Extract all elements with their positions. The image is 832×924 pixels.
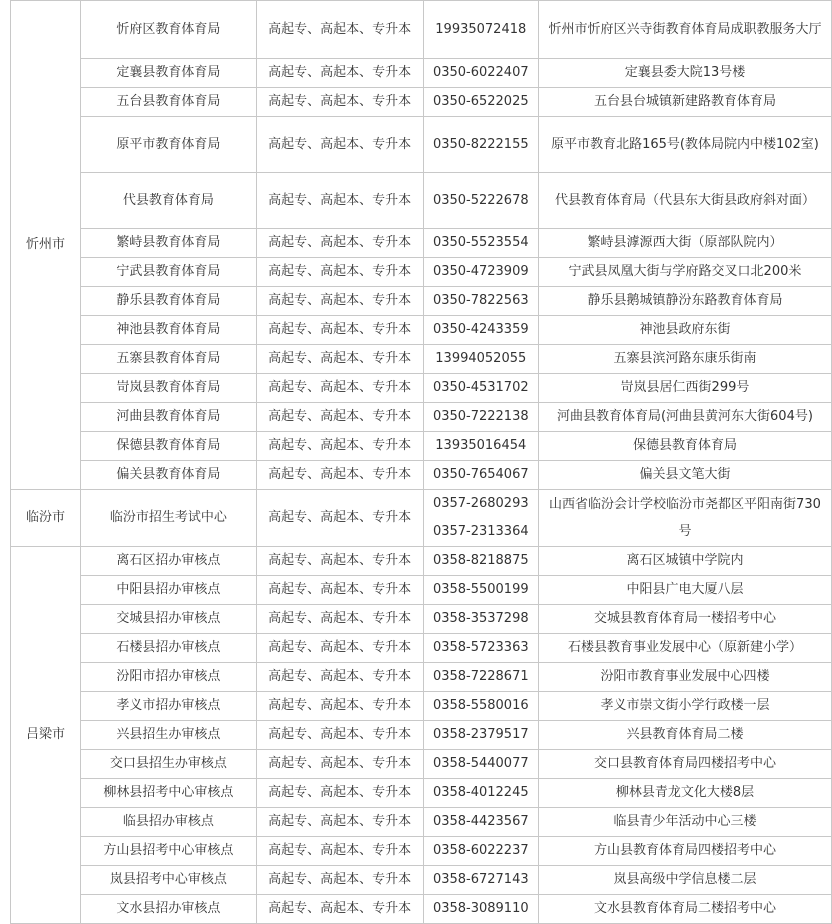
phone-cell: 0358-5580016 xyxy=(423,692,538,721)
phone-cell xyxy=(423,490,538,547)
office-name-cell: 中阳县招办审核点 xyxy=(81,576,257,605)
office-name-cell: 原平市教育体育局 xyxy=(81,117,257,173)
address-cell: 静乐县鹅城镇静汾东路教育体育局 xyxy=(538,287,831,316)
office-name-cell: 孝义市招办审核点 xyxy=(81,692,257,721)
table-row xyxy=(11,576,832,605)
office-name-cell: 神池县教育体育局 xyxy=(81,316,257,345)
level-cell: 高起专、高起本、专升本 xyxy=(256,229,423,258)
level-cell: 高起专、高起本、专升本 xyxy=(256,403,423,432)
address-cell: 山西省临汾会计学校临汾市尧都区平阳南街730号 xyxy=(538,490,831,547)
phone-cell: 0350-8222155 xyxy=(423,117,538,173)
address-cell: 河曲县教育体育局(河曲县黄河东大街604号) xyxy=(538,403,831,432)
address-cell: 五台县台城镇新建路教育体育局 xyxy=(538,88,831,117)
level-cell: 高起专、高起本、专升本 xyxy=(256,432,423,461)
office-name-cell: 临县招办审核点 xyxy=(81,808,257,837)
table-row xyxy=(11,403,832,432)
office-name-cell: 兴县招生办审核点 xyxy=(81,721,257,750)
table-row xyxy=(11,779,832,808)
phone-cell: 0358-3089110 xyxy=(423,895,538,924)
office-name-cell: 方山县招考中心审核点 xyxy=(81,837,257,866)
level-cell: 高起专、高起本、专升本 xyxy=(256,287,423,316)
phone-cell: 0350-7222138 xyxy=(423,403,538,432)
table-row xyxy=(11,173,832,229)
address-cell: 神池县政府东街 xyxy=(538,316,831,345)
office-name-cell: 交城县招办审核点 xyxy=(81,605,257,634)
table-row xyxy=(11,866,832,895)
phone-cell: 0350-6022407 xyxy=(423,59,538,88)
table-body xyxy=(11,1,832,924)
address-cell: 临县青少年活动中心三楼 xyxy=(538,808,831,837)
address-cell: 中阳县广电大厦八层 xyxy=(538,576,831,605)
table-row xyxy=(11,895,832,924)
table-row xyxy=(11,547,832,576)
table-row xyxy=(11,316,832,345)
table-row xyxy=(11,345,832,374)
address-cell: 保德县教育体育局 xyxy=(538,432,831,461)
phone-line: 0357-2313364 xyxy=(432,524,529,539)
level-cell: 高起专、高起本、专升本 xyxy=(256,258,423,287)
address-cell: 忻州市忻府区兴寺街教育体育局成职教服务大厅 xyxy=(538,1,831,59)
level-cell: 高起专、高起本、专升本 xyxy=(256,866,423,895)
table-row xyxy=(11,88,832,117)
address-cell: 兴县教育体育局二楼 xyxy=(538,721,831,750)
office-name-cell: 石楼县招办审核点 xyxy=(81,634,257,663)
phone-cell: 0358-4012245 xyxy=(423,779,538,808)
table-row xyxy=(11,663,832,692)
level-cell: 高起专、高起本、专升本 xyxy=(256,895,423,924)
city-cell: 临汾市 xyxy=(11,490,81,547)
address-cell: 方山县教育体育局四楼招考中心 xyxy=(538,837,831,866)
address-cell: 柳林县青龙文化大楼8层 xyxy=(538,779,831,808)
level-cell: 高起专、高起本、专升本 xyxy=(256,345,423,374)
exam-office-table xyxy=(10,0,832,924)
level-cell: 高起专、高起本、专升本 xyxy=(256,808,423,837)
phone-cell: 0350-7654067 xyxy=(423,461,538,490)
level-cell: 高起专、高起本、专升本 xyxy=(256,490,423,547)
phone-line: 0357-2680293 xyxy=(432,496,529,511)
level-cell: 高起专、高起本、专升本 xyxy=(256,547,423,576)
phone-cell: 0358-5440077 xyxy=(423,750,538,779)
phone-cell: 0358-2379517 xyxy=(423,721,538,750)
table-row xyxy=(11,258,832,287)
address-cell: 文水县教育体育局二楼招考中心 xyxy=(538,895,831,924)
level-cell: 高起专、高起本、专升本 xyxy=(256,316,423,345)
office-name-cell: 岢岚县教育体育局 xyxy=(81,374,257,403)
table-row xyxy=(11,837,832,866)
table-row xyxy=(11,374,832,403)
table-row xyxy=(11,1,832,59)
phone-cell: 0358-6022237 xyxy=(423,837,538,866)
phone-cell: 13994052055 xyxy=(423,345,538,374)
phone-cell: 0358-7228671 xyxy=(423,663,538,692)
table-row xyxy=(11,721,832,750)
level-cell: 高起专、高起本、专升本 xyxy=(256,1,423,59)
address-cell: 繁峙县滹源西大街（原部队院内） xyxy=(538,229,831,258)
address-cell: 交城县教育体育局一楼招考中心 xyxy=(538,605,831,634)
address-cell: 岢岚县居仁西街299号 xyxy=(538,374,831,403)
level-cell: 高起专、高起本、专升本 xyxy=(256,779,423,808)
phone-cell: 19935072418 xyxy=(423,1,538,59)
office-name-cell: 交口县招生办审核点 xyxy=(81,750,257,779)
office-name-cell: 代县教育体育局 xyxy=(81,173,257,229)
phone-cell: 0350-5222678 xyxy=(423,173,538,229)
level-cell: 高起专、高起本、专升本 xyxy=(256,605,423,634)
phone-cell: 0358-6727143 xyxy=(423,866,538,895)
address-cell: 宁武县凤凰大街与学府路交叉口北200米 xyxy=(538,258,831,287)
address-cell: 偏关县文笔大街 xyxy=(538,461,831,490)
address-cell: 定襄县委大院13号楼 xyxy=(538,59,831,88)
table-row xyxy=(11,287,832,316)
level-cell: 高起专、高起本、专升本 xyxy=(256,374,423,403)
phone-cell: 0350-6522025 xyxy=(423,88,538,117)
level-cell: 高起专、高起本、专升本 xyxy=(256,461,423,490)
table-row xyxy=(11,750,832,779)
table-row xyxy=(11,59,832,88)
phone-cell: 0358-3537298 xyxy=(423,605,538,634)
table-row xyxy=(11,808,832,837)
phone-cell: 0350-4723909 xyxy=(423,258,538,287)
level-cell: 高起专、高起本、专升本 xyxy=(256,837,423,866)
level-cell: 高起专、高起本、专升本 xyxy=(256,88,423,117)
address-cell: 石楼县教育事业发展中心（原新建小学） xyxy=(538,634,831,663)
office-name-cell: 繁峙县教育体育局 xyxy=(81,229,257,258)
office-name-cell: 保德县教育体育局 xyxy=(81,432,257,461)
office-name-cell: 文水县招办审核点 xyxy=(81,895,257,924)
office-name-cell: 河曲县教育体育局 xyxy=(81,403,257,432)
phone-cell: 0350-7822563 xyxy=(423,287,538,316)
city-cell: 吕梁市 xyxy=(11,547,81,924)
phone-cell: 13935016454 xyxy=(423,432,538,461)
table-row xyxy=(11,229,832,258)
address-cell: 汾阳市教育事业发展中心四楼 xyxy=(538,663,831,692)
address-cell: 交口县教育体育局四楼招考中心 xyxy=(538,750,831,779)
office-name-cell: 五台县教育体育局 xyxy=(81,88,257,117)
office-name-cell: 偏关县教育体育局 xyxy=(81,461,257,490)
table-row xyxy=(11,605,832,634)
table-row xyxy=(11,432,832,461)
office-name-cell: 汾阳市招办审核点 xyxy=(81,663,257,692)
office-name-cell: 忻府区教育体育局 xyxy=(81,1,257,59)
level-cell: 高起专、高起本、专升本 xyxy=(256,634,423,663)
level-cell: 高起专、高起本、专升本 xyxy=(256,59,423,88)
office-name-cell: 五寨县教育体育局 xyxy=(81,345,257,374)
level-cell: 高起专、高起本、专升本 xyxy=(256,721,423,750)
phone-cell: 0358-5500199 xyxy=(423,576,538,605)
phone-cell: 0358-4423567 xyxy=(423,808,538,837)
office-name-cell: 离石区招办审核点 xyxy=(81,547,257,576)
office-name-cell: 宁武县教育体育局 xyxy=(81,258,257,287)
office-name-cell: 临汾市招生考试中心 xyxy=(81,490,257,547)
table-row xyxy=(11,490,832,547)
office-name-cell: 定襄县教育体育局 xyxy=(81,59,257,88)
address-cell: 离石区城镇中学院内 xyxy=(538,547,831,576)
address-cell: 岚县高级中学信息楼二层 xyxy=(538,866,831,895)
address-cell: 五寨县滨河路东康乐街南 xyxy=(538,345,831,374)
city-cell: 忻州市 xyxy=(11,1,81,490)
level-cell: 高起专、高起本、专升本 xyxy=(256,173,423,229)
level-cell: 高起专、高起本、专升本 xyxy=(256,663,423,692)
phone-cell: 0358-5723363 xyxy=(423,634,538,663)
address-cell: 孝义市崇文街小学行政楼一层 xyxy=(538,692,831,721)
office-name-cell: 柳林县招考中心审核点 xyxy=(81,779,257,808)
level-cell: 高起专、高起本、专升本 xyxy=(256,750,423,779)
phone-cell: 0350-5523554 xyxy=(423,229,538,258)
level-cell: 高起专、高起本、专升本 xyxy=(256,692,423,721)
table-row xyxy=(11,461,832,490)
level-cell: 高起专、高起本、专升本 xyxy=(256,576,423,605)
phone-cell: 0350-4243359 xyxy=(423,316,538,345)
office-name-cell: 岚县招考中心审核点 xyxy=(81,866,257,895)
level-cell: 高起专、高起本、专升本 xyxy=(256,117,423,173)
address-cell: 代县教育体育局（代县东大街县政府斜对面） xyxy=(538,173,831,229)
table-row xyxy=(11,117,832,173)
table-row xyxy=(11,634,832,663)
table-row xyxy=(11,692,832,721)
office-name-cell: 静乐县教育体育局 xyxy=(81,287,257,316)
phone-cell: 0350-4531702 xyxy=(423,374,538,403)
address-cell: 原平市教育北路165号(教体局院内中楼102室) xyxy=(538,117,831,173)
phone-cell: 0358-8218875 xyxy=(423,547,538,576)
